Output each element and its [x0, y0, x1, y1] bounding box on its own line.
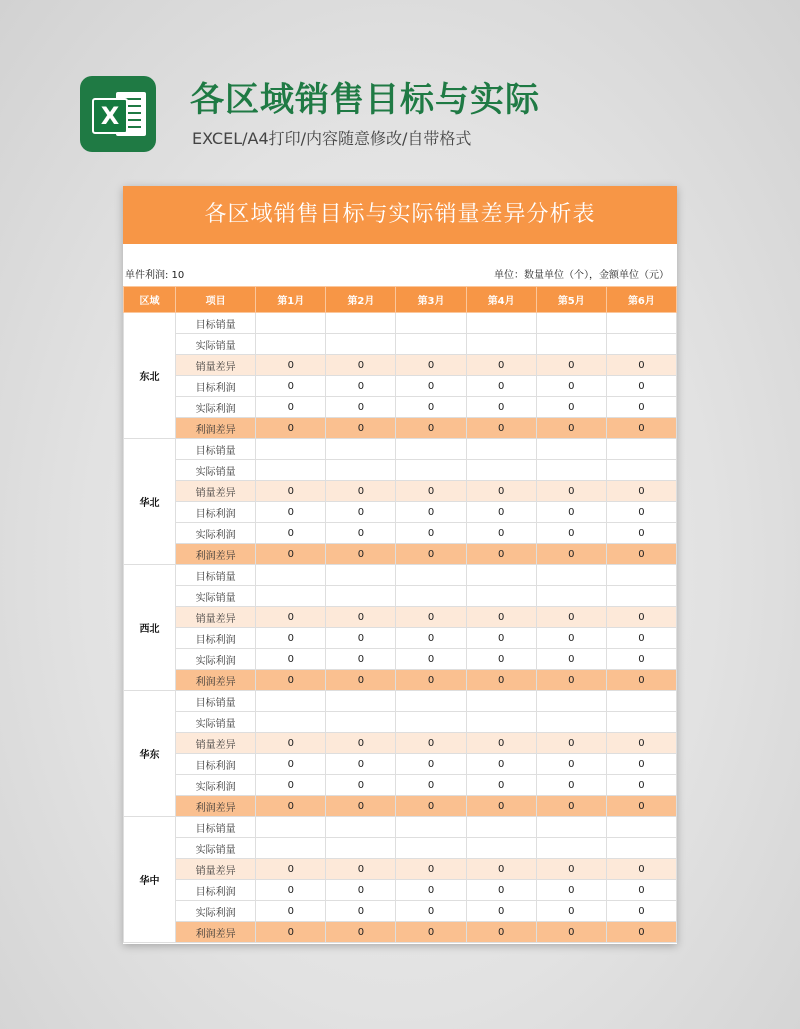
column-header[interactable]: 项目 [176, 287, 256, 313]
item-cell[interactable]: 目标利润 [176, 376, 256, 397]
item-cell[interactable]: 销量差异 [176, 355, 256, 376]
value-cell[interactable]: 0 [466, 670, 536, 691]
value-cell[interactable] [466, 817, 536, 838]
value-cell[interactable]: 0 [256, 796, 326, 817]
value-cell[interactable] [326, 838, 396, 859]
value-cell[interactable] [326, 313, 396, 334]
value-cell[interactable] [256, 838, 326, 859]
value-cell[interactable]: 0 [256, 628, 326, 649]
table-row [124, 502, 677, 523]
table-row [124, 544, 677, 565]
value-cell[interactable] [326, 586, 396, 607]
value-cell[interactable]: 0 [326, 922, 396, 943]
column-header[interactable]: 第1月 [256, 287, 326, 313]
value-cell[interactable]: 0 [256, 607, 326, 628]
value-cell[interactable]: 0 [256, 418, 326, 439]
value-cell[interactable]: 0 [256, 502, 326, 523]
value-cell[interactable]: 0 [256, 397, 326, 418]
value-cell[interactable]: 0 [466, 733, 536, 754]
page-title: 各区域销售目标与实际 [190, 80, 540, 120]
value-cell[interactable] [466, 313, 536, 334]
item-cell[interactable]: 目标利润 [176, 502, 256, 523]
value-cell[interactable]: 0 [466, 880, 536, 901]
value-cell[interactable]: 0 [256, 880, 326, 901]
item-cell[interactable]: 销量差异 [176, 859, 256, 880]
value-cell[interactable]: 0 [536, 733, 606, 754]
value-cell[interactable]: 0 [326, 880, 396, 901]
table-body [124, 313, 677, 943]
value-cell[interactable]: 0 [536, 796, 606, 817]
spreadsheet-preview [123, 186, 677, 944]
item-cell[interactable]: 目标销量 [176, 817, 256, 838]
column-header[interactable]: 第3月 [396, 287, 466, 313]
value-cell[interactable] [256, 460, 326, 481]
value-cell[interactable] [466, 565, 536, 586]
value-cell[interactable]: 0 [606, 481, 676, 502]
table-row [124, 439, 677, 460]
table-row [124, 838, 677, 859]
value-cell[interactable]: 0 [466, 922, 536, 943]
value-cell[interactable]: 0 [536, 481, 606, 502]
value-cell[interactable]: 0 [536, 628, 606, 649]
value-cell[interactable] [466, 712, 536, 733]
item-cell[interactable]: 销量差异 [176, 733, 256, 754]
table-row [124, 628, 677, 649]
value-cell[interactable]: 0 [326, 649, 396, 670]
value-cell[interactable]: 0 [396, 859, 466, 880]
value-cell[interactable]: 0 [606, 649, 676, 670]
value-cell[interactable] [396, 565, 466, 586]
item-cell[interactable]: 目标销量 [176, 565, 256, 586]
value-cell[interactable]: 0 [466, 544, 536, 565]
value-cell[interactable]: 0 [396, 607, 466, 628]
value-cell[interactable] [536, 439, 606, 460]
value-cell[interactable] [256, 313, 326, 334]
table-row [124, 586, 677, 607]
value-cell[interactable] [466, 691, 536, 712]
value-cell[interactable] [606, 691, 676, 712]
table-row [124, 922, 677, 943]
value-cell[interactable]: 0 [606, 355, 676, 376]
sales-table [123, 286, 677, 943]
value-cell[interactable]: 0 [466, 376, 536, 397]
value-cell[interactable]: 0 [536, 901, 606, 922]
table-row [124, 649, 677, 670]
table-row [124, 817, 677, 838]
units-note: 单位：数量单位（个），金额单位（元） [494, 270, 669, 281]
value-cell[interactable] [256, 712, 326, 733]
value-cell[interactable]: 0 [536, 754, 606, 775]
item-cell[interactable]: 实际销量 [176, 586, 256, 607]
value-cell[interactable]: 0 [536, 502, 606, 523]
value-cell[interactable] [466, 460, 536, 481]
value-cell[interactable]: 0 [256, 544, 326, 565]
value-cell[interactable] [606, 817, 676, 838]
value-cell[interactable]: 0 [536, 418, 606, 439]
value-cell[interactable]: 0 [606, 901, 676, 922]
item-cell[interactable]: 利润差异 [176, 670, 256, 691]
value-cell[interactable] [536, 838, 606, 859]
item-cell[interactable]: 利润差异 [176, 544, 256, 565]
value-cell[interactable] [396, 712, 466, 733]
value-cell[interactable]: 0 [466, 628, 536, 649]
table-row [124, 733, 677, 754]
value-cell[interactable] [256, 565, 326, 586]
value-cell[interactable]: 0 [256, 922, 326, 943]
value-cell[interactable]: 0 [326, 796, 396, 817]
value-cell[interactable]: 0 [326, 607, 396, 628]
value-cell[interactable]: 0 [606, 523, 676, 544]
region-cell[interactable]: 华东 [124, 691, 176, 817]
value-cell[interactable] [536, 460, 606, 481]
table-row [124, 376, 677, 397]
value-cell[interactable]: 0 [606, 775, 676, 796]
sheet-title-banner: 各区域销售目标与实际销量差异分析表 [123, 186, 677, 244]
value-cell[interactable]: 0 [326, 901, 396, 922]
value-cell[interactable]: 0 [256, 481, 326, 502]
value-cell[interactable]: 0 [396, 922, 466, 943]
value-cell[interactable] [396, 313, 466, 334]
value-cell[interactable]: 0 [326, 733, 396, 754]
value-cell[interactable] [256, 586, 326, 607]
value-cell[interactable]: 0 [536, 922, 606, 943]
value-cell[interactable]: 0 [396, 901, 466, 922]
value-cell[interactable] [466, 334, 536, 355]
item-cell[interactable]: 实际利润 [176, 775, 256, 796]
table-row [124, 880, 677, 901]
value-cell[interactable]: 0 [396, 397, 466, 418]
value-cell[interactable] [396, 460, 466, 481]
value-cell[interactable]: 0 [396, 355, 466, 376]
item-cell[interactable]: 实际利润 [176, 397, 256, 418]
value-cell[interactable]: 0 [536, 649, 606, 670]
value-cell[interactable] [326, 817, 396, 838]
value-cell[interactable] [536, 691, 606, 712]
value-cell[interactable] [256, 334, 326, 355]
value-cell[interactable]: 0 [256, 355, 326, 376]
value-cell[interactable]: 0 [326, 481, 396, 502]
value-cell[interactable]: 0 [326, 355, 396, 376]
value-cell[interactable] [396, 691, 466, 712]
value-cell[interactable]: 0 [326, 754, 396, 775]
item-cell[interactable]: 目标利润 [176, 880, 256, 901]
value-cell[interactable] [536, 817, 606, 838]
value-cell[interactable]: 0 [256, 775, 326, 796]
value-cell[interactable] [536, 334, 606, 355]
value-cell[interactable]: 0 [466, 523, 536, 544]
table-row [124, 481, 677, 502]
value-cell[interactable]: 0 [606, 859, 676, 880]
value-cell[interactable]: 0 [466, 397, 536, 418]
value-cell[interactable]: 0 [396, 502, 466, 523]
value-cell[interactable] [396, 334, 466, 355]
value-cell[interactable] [466, 838, 536, 859]
value-cell[interactable] [606, 334, 676, 355]
value-cell[interactable] [606, 565, 676, 586]
table-row [124, 607, 677, 628]
value-cell[interactable]: 0 [606, 880, 676, 901]
value-cell[interactable] [256, 439, 326, 460]
value-cell[interactable]: 0 [536, 880, 606, 901]
table-row [124, 670, 677, 691]
value-cell[interactable]: 0 [326, 628, 396, 649]
item-cell[interactable]: 利润差异 [176, 418, 256, 439]
value-cell[interactable]: 0 [606, 922, 676, 943]
value-cell[interactable]: 0 [326, 859, 396, 880]
value-cell[interactable]: 0 [606, 418, 676, 439]
value-cell[interactable]: 0 [256, 733, 326, 754]
column-header[interactable]: 第5月 [536, 287, 606, 313]
table-row [124, 313, 677, 334]
value-cell[interactable]: 0 [396, 418, 466, 439]
value-cell[interactable]: 0 [536, 670, 606, 691]
value-cell[interactable]: 0 [326, 418, 396, 439]
value-cell[interactable]: 0 [326, 544, 396, 565]
region-cell[interactable]: 西北 [124, 565, 176, 691]
value-cell[interactable]: 0 [396, 754, 466, 775]
item-cell[interactable]: 目标销量 [176, 691, 256, 712]
value-cell[interactable]: 0 [606, 670, 676, 691]
table-row [124, 397, 677, 418]
value-cell[interactable]: 0 [396, 523, 466, 544]
value-cell[interactable] [326, 439, 396, 460]
value-cell[interactable]: 0 [256, 376, 326, 397]
value-cell[interactable]: 0 [606, 397, 676, 418]
value-cell[interactable]: 0 [256, 859, 326, 880]
value-cell[interactable]: 0 [396, 733, 466, 754]
value-cell[interactable] [396, 586, 466, 607]
value-cell[interactable]: 0 [396, 376, 466, 397]
table-row [124, 691, 677, 712]
item-cell[interactable]: 销量差异 [176, 481, 256, 502]
value-cell[interactable]: 0 [606, 628, 676, 649]
value-cell[interactable]: 0 [466, 502, 536, 523]
value-cell[interactable]: 0 [466, 418, 536, 439]
value-cell[interactable]: 0 [396, 796, 466, 817]
value-cell[interactable]: 0 [606, 502, 676, 523]
value-cell[interactable]: 0 [536, 607, 606, 628]
value-cell[interactable]: 0 [396, 544, 466, 565]
table-row [124, 796, 677, 817]
item-cell[interactable]: 实际销量 [176, 460, 256, 481]
value-cell[interactable]: 0 [466, 775, 536, 796]
table-row [124, 775, 677, 796]
column-header[interactable]: 区域 [124, 287, 176, 313]
value-cell[interactable] [606, 838, 676, 859]
value-cell[interactable]: 0 [466, 859, 536, 880]
value-cell[interactable]: 0 [466, 481, 536, 502]
value-cell[interactable] [606, 460, 676, 481]
value-cell[interactable]: 0 [466, 607, 536, 628]
value-cell[interactable]: 0 [536, 376, 606, 397]
column-header[interactable]: 第4月 [466, 287, 536, 313]
column-header[interactable]: 第2月 [326, 287, 396, 313]
value-cell[interactable] [326, 334, 396, 355]
value-cell[interactable] [396, 439, 466, 460]
value-cell[interactable] [606, 439, 676, 460]
value-cell[interactable] [606, 586, 676, 607]
value-cell[interactable] [256, 817, 326, 838]
item-cell[interactable]: 实际利润 [176, 649, 256, 670]
value-cell[interactable]: 0 [396, 628, 466, 649]
value-cell[interactable]: 0 [536, 544, 606, 565]
value-cell[interactable]: 0 [256, 754, 326, 775]
value-cell[interactable]: 0 [466, 649, 536, 670]
value-cell[interactable]: 0 [536, 397, 606, 418]
value-cell[interactable]: 0 [466, 754, 536, 775]
value-cell[interactable] [326, 712, 396, 733]
item-cell[interactable]: 利润差异 [176, 796, 256, 817]
value-cell[interactable]: 0 [396, 670, 466, 691]
sheet-info-row [123, 266, 677, 286]
value-cell[interactable]: 0 [256, 523, 326, 544]
value-cell[interactable]: 0 [606, 607, 676, 628]
item-cell[interactable]: 目标销量 [176, 439, 256, 460]
value-cell[interactable]: 0 [326, 523, 396, 544]
region-cell[interactable]: 东北 [124, 313, 176, 439]
value-cell[interactable] [466, 586, 536, 607]
value-cell[interactable]: 0 [536, 775, 606, 796]
value-cell[interactable]: 0 [536, 523, 606, 544]
value-cell[interactable]: 0 [396, 775, 466, 796]
value-cell[interactable]: 0 [606, 796, 676, 817]
item-cell[interactable]: 目标利润 [176, 628, 256, 649]
table-header-row [124, 287, 677, 313]
value-cell[interactable]: 0 [606, 544, 676, 565]
table-row [124, 418, 677, 439]
table-row [124, 355, 677, 376]
table-row [124, 523, 677, 544]
value-cell[interactable] [396, 817, 466, 838]
table-row [124, 859, 677, 880]
value-cell[interactable]: 0 [396, 481, 466, 502]
value-cell[interactable] [536, 712, 606, 733]
item-cell[interactable]: 实际利润 [176, 901, 256, 922]
item-cell[interactable]: 实际利润 [176, 523, 256, 544]
value-cell[interactable]: 0 [396, 880, 466, 901]
table-row [124, 460, 677, 481]
value-cell[interactable] [466, 439, 536, 460]
value-cell[interactable] [606, 313, 676, 334]
page-subtitle: EXCEL/A4打印/内容随意修改/自带格式 [192, 129, 472, 148]
value-cell[interactable] [256, 691, 326, 712]
column-header[interactable]: 第6月 [606, 287, 676, 313]
item-cell[interactable]: 利润差异 [176, 922, 256, 943]
value-cell[interactable]: 0 [326, 670, 396, 691]
region-cell[interactable]: 华中 [124, 817, 176, 943]
value-cell[interactable] [536, 586, 606, 607]
value-cell[interactable]: 0 [326, 376, 396, 397]
excel-x-icon: X [92, 98, 128, 134]
value-cell[interactable] [536, 313, 606, 334]
item-cell[interactable]: 目标利润 [176, 754, 256, 775]
value-cell[interactable]: 0 [326, 397, 396, 418]
region-cell[interactable]: 华北 [124, 439, 176, 565]
value-cell[interactable] [606, 712, 676, 733]
value-cell[interactable]: 0 [256, 901, 326, 922]
value-cell[interactable]: 0 [606, 733, 676, 754]
value-cell[interactable]: 0 [396, 649, 466, 670]
item-cell[interactable]: 目标销量 [176, 313, 256, 334]
item-cell[interactable]: 实际销量 [176, 838, 256, 859]
value-cell[interactable]: 0 [466, 901, 536, 922]
table-row [124, 754, 677, 775]
value-cell[interactable] [326, 460, 396, 481]
table-row [124, 712, 677, 733]
value-cell[interactable]: 0 [326, 502, 396, 523]
value-cell[interactable]: 0 [256, 649, 326, 670]
value-cell[interactable]: 0 [606, 754, 676, 775]
table-row [124, 334, 677, 355]
unit-profit-label: 单件利润: 10 [125, 270, 185, 281]
value-cell[interactable]: 0 [606, 376, 676, 397]
excel-logo-icon [80, 76, 156, 152]
value-cell[interactable] [396, 838, 466, 859]
value-cell[interactable] [536, 565, 606, 586]
value-cell[interactable]: 0 [466, 355, 536, 376]
item-cell[interactable]: 实际销量 [176, 334, 256, 355]
value-cell[interactable]: 0 [326, 775, 396, 796]
value-cell[interactable] [326, 565, 396, 586]
item-cell[interactable]: 销量差异 [176, 607, 256, 628]
item-cell[interactable]: 实际销量 [176, 712, 256, 733]
value-cell[interactable]: 0 [536, 355, 606, 376]
value-cell[interactable]: 0 [256, 670, 326, 691]
value-cell[interactable] [326, 691, 396, 712]
value-cell[interactable]: 0 [536, 859, 606, 880]
table-row [124, 565, 677, 586]
table-row [124, 901, 677, 922]
value-cell[interactable]: 0 [466, 796, 536, 817]
